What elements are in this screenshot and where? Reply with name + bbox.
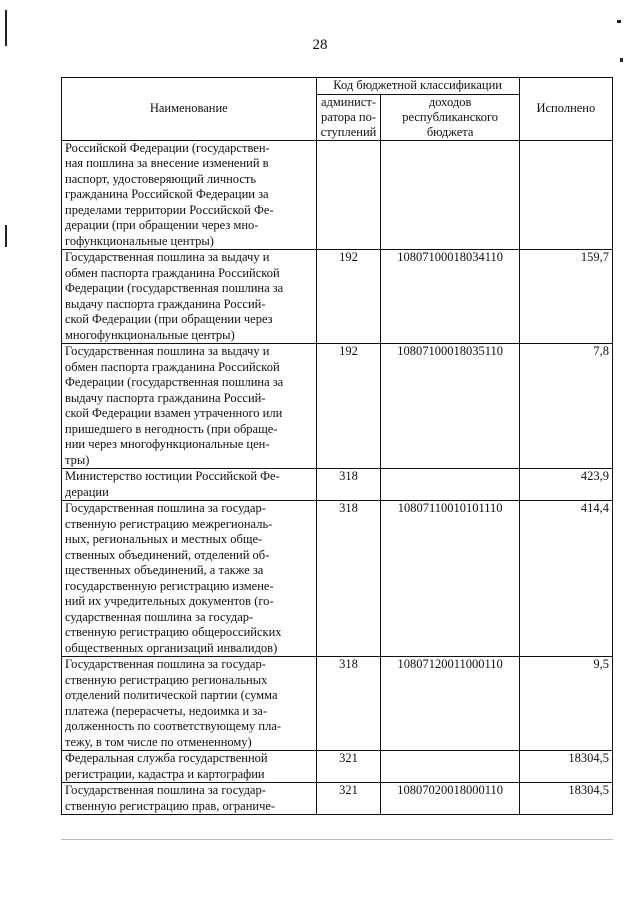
row-admin-code-cell: 318 <box>316 469 381 501</box>
row-name-cell: Государственная пошлина за выдачу и обмен паспорта гражданина Российской Федерации (государственная пошлина за выдачу паспорта гражданина Россий- ской Федерации взамен утраченного или пришедшего в негодность (при обраще- нии через многофункциональные цен- тры) <box>62 344 317 469</box>
row-income-code-cell <box>381 140 519 250</box>
table-row <box>62 501 613 657</box>
row-income-code-cell: 10807020018000110 <box>381 783 519 815</box>
row-admin-code-cell <box>316 140 381 250</box>
row-amount-cell: 18304,5 <box>519 751 612 783</box>
scan-mark-right-dot <box>620 58 623 62</box>
row-amount-cell: 423,9 <box>519 469 612 501</box>
row-amount-cell: 9,5 <box>519 657 612 751</box>
row-income-code-cell: 10807120011000110 <box>381 657 519 751</box>
row-name-cell: Государственная пошлина за выдачу и обмен паспорта гражданина Российской Федерации (государственная пошлина за выдачу паспорта гражданина Россий- ской Федерации (при обращении через многофункциональные центры) <box>62 250 317 344</box>
row-amount-cell: 18304,5 <box>519 783 612 815</box>
table-row <box>62 751 613 783</box>
row-admin-code-cell: 318 <box>316 657 381 751</box>
row-amount-cell: 7,8 <box>519 344 612 469</box>
row-admin-code-cell: 192 <box>316 344 381 469</box>
table-row <box>62 657 613 751</box>
row-name-cell: Министерство юстиции Российской Фе- дерации <box>62 469 317 501</box>
row-admin-code-cell: 192 <box>316 250 381 344</box>
row-name-cell: Федеральная служба государственной регистрации, кадастра и картографии <box>62 751 317 783</box>
row-amount-cell: 159,7 <box>519 250 612 344</box>
page-number: 28 <box>312 37 328 53</box>
table-row <box>62 783 613 815</box>
header-admin: админист- ратора по- ступлений <box>316 94 381 140</box>
scan-mark-right-top <box>617 20 621 23</box>
row-name-cell: Государственная пошлина за государ- ственную регистрацию прав, ограниче- <box>62 783 317 815</box>
table-row <box>62 344 613 469</box>
row-income-code-cell <box>381 469 519 501</box>
row-name-cell: Российской Федерации (государствен- ная пошлина за внесение изменений в паспорт, удостоверяющий личность гражданина Российской Федерации за пределами территории Российской Фе- дерации (при обращении через мно- гофункциональные центры) <box>62 140 317 250</box>
row-income-code-cell <box>381 751 519 783</box>
row-name-cell: Государственная пошлина за государ- ственную регистрацию региональных отделений политической партии (сумма платежа (перерасчеты, недоимка и за- долженность по соответствующему пла- тежу, в том числе по отмененному) <box>62 657 317 751</box>
table-row <box>62 140 613 250</box>
row-admin-code-cell: 321 <box>316 751 381 783</box>
table-row <box>62 469 613 501</box>
row-amount-cell <box>519 140 612 250</box>
row-admin-code-cell: 321 <box>316 783 381 815</box>
row-income-code-cell: 10807100018035110 <box>381 344 519 469</box>
row-income-code-cell: 10807110010101110 <box>381 501 519 657</box>
row-amount-cell: 414,4 <box>519 501 612 657</box>
row-admin-code-cell: 318 <box>316 501 381 657</box>
budget-table <box>61 77 613 815</box>
header-income: доходов республиканского бюджета <box>381 94 519 140</box>
header-executed: Исполнено <box>519 78 612 141</box>
scan-mark-left-top <box>5 10 7 46</box>
header-name: Наименование <box>62 78 317 141</box>
scan-mark-left-mid <box>5 225 7 247</box>
table-row <box>62 250 613 344</box>
row-name-cell: Государственная пошлина за государ- ственную регистрацию межрегиональ- ных, региональных и местных обще- ственных объединений, отделений об- щественных объединений, а также за государственную регистрацию измене- ний их учредительных документов (го- сударственная пошлина за государ- ственную регистрацию общероссийских общественных организаций инвалидов) <box>62 501 317 657</box>
row-income-code-cell: 10807100018034110 <box>381 250 519 344</box>
header-classification-code: Код бюджетной классификации <box>316 78 519 95</box>
scan-shadow-line <box>61 839 613 840</box>
